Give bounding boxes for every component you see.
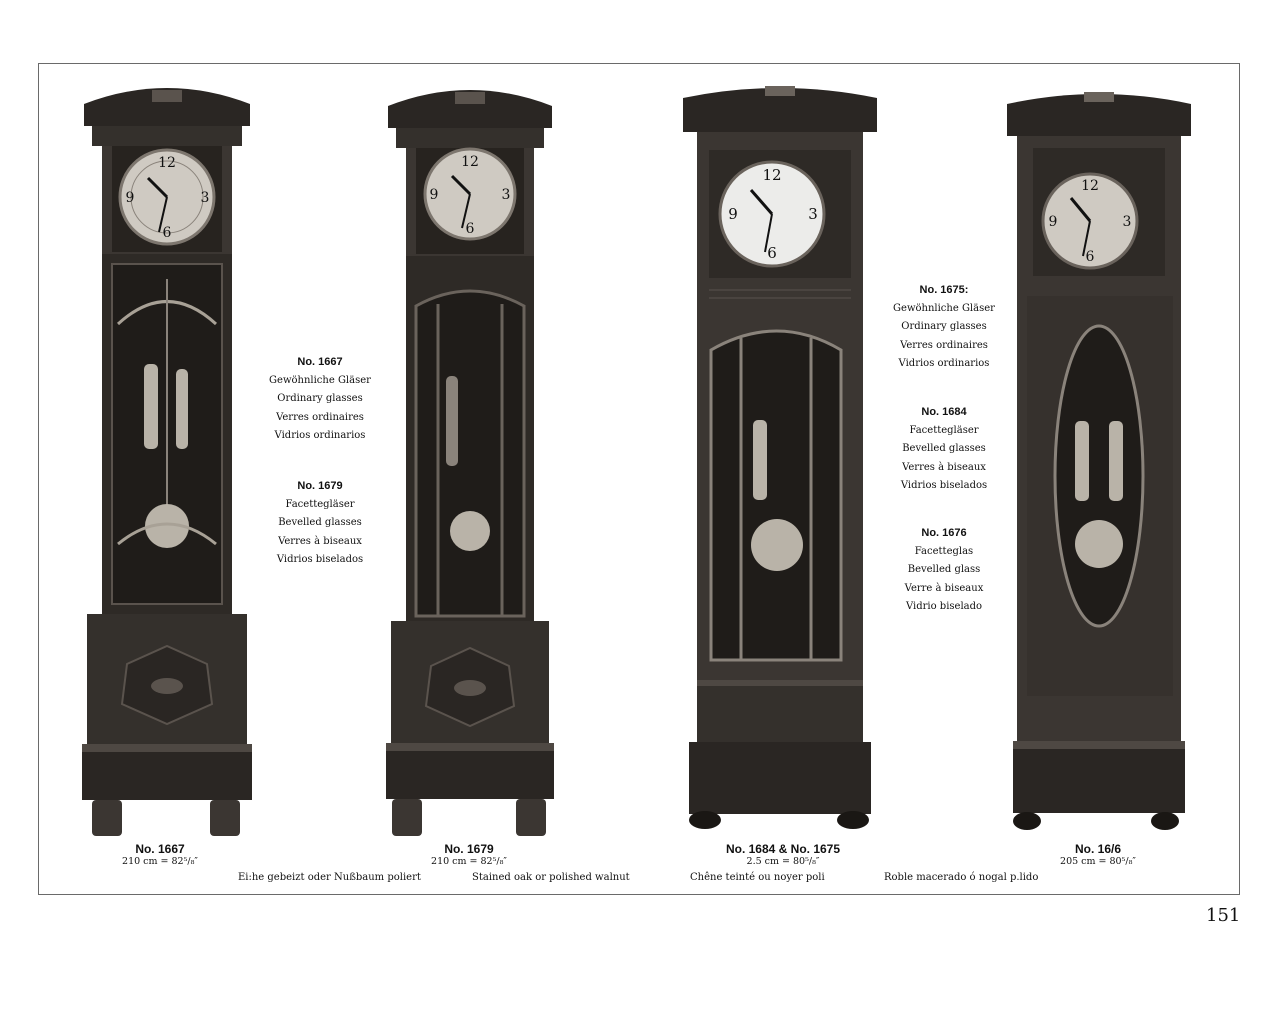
glass-type-fr: Verres ordinaires (900, 339, 988, 351)
glass-type-en: Bevelled glasses (278, 517, 362, 528)
finish-es: Roble macerado ó nogal p.lido (884, 872, 1039, 883)
caption-1667 (100, 842, 220, 868)
description-1675 (884, 281, 1004, 374)
svg-text:12: 12 (1081, 178, 1099, 194)
caption-size: 210 cm = 82⁵/₈″ (122, 856, 198, 867)
svg-text:12: 12 (461, 154, 479, 170)
caption-model-number: No. 1679 (444, 842, 494, 856)
svg-text:9: 9 (728, 205, 738, 223)
caption-1684-1675 (700, 842, 866, 868)
glass-type-fr: Verres à biseaux (902, 461, 986, 473)
svg-text:6: 6 (1085, 249, 1095, 265)
description-1679 (260, 477, 380, 570)
glass-type-fr: Verres à biseaux (278, 535, 362, 547)
svg-text:3: 3 (1122, 214, 1132, 230)
glass-type-en: Bevelled glass (907, 564, 981, 575)
svg-text:3: 3 (200, 190, 210, 206)
model-number: No. 1679 (297, 480, 343, 492)
model-number: No. 1667 (297, 356, 343, 368)
svg-text:3: 3 (808, 205, 818, 223)
glass-type-es: Vidrios ordinarios (274, 430, 366, 441)
glass-type-es: Vidrios biselados (900, 480, 988, 491)
grandfather-clock-1667-illustration (82, 74, 252, 838)
svg-text:3: 3 (501, 187, 511, 203)
glass-type-es: Vidrio biselado (905, 601, 983, 612)
model-number: No. 1684 (921, 406, 967, 418)
glass-type-en: Bevelled glasses (902, 443, 986, 454)
glass-type-es: Vidrios ordinarios (898, 358, 990, 369)
glass-type-fr: Verre à biseaux (904, 582, 984, 594)
svg-text:12: 12 (158, 155, 176, 171)
clock-image-1676 (1005, 86, 1193, 831)
description-1676 (884, 524, 1004, 617)
glass-type-de: Facetteglas (914, 545, 974, 557)
finish-en: Stained oak or polished walnut (472, 872, 630, 883)
caption-size: 205 cm = 80⁵/₈″ (1060, 856, 1136, 867)
glass-type-fr: Verres ordinaires (276, 411, 364, 423)
model-number: No. 1675: (919, 284, 969, 296)
caption-size: 210 cm = 82⁵/₈″ (431, 856, 507, 867)
description-1667 (260, 353, 380, 446)
glass-type-de: Gewöhnliche Gläser (269, 374, 371, 386)
glass-type-de: Gewöhnliche Gläser (893, 302, 995, 314)
svg-text:12: 12 (762, 166, 782, 184)
clock-image-1684-1675 (683, 80, 877, 830)
clock-image-1667 (82, 74, 252, 838)
grandfather-clock-1676-illustration (1005, 86, 1193, 831)
svg-text:9: 9 (429, 187, 439, 203)
page-number: 151 (1206, 905, 1241, 926)
model-number: No. 1676 (921, 527, 967, 539)
clock-image-1679 (386, 76, 554, 838)
caption-size: 2.5 cm = 80⁵/₈″ (746, 856, 820, 867)
glass-type-en: Ordinary glasses (277, 393, 363, 404)
finish-de: Ei:he gebeizt oder Nußbaum poliert (238, 872, 421, 883)
caption-model-number: No. 16/6 (1074, 842, 1122, 856)
glass-type-de: Facettegläser (285, 498, 355, 510)
glass-type-en: Ordinary glasses (901, 321, 987, 332)
svg-text:9: 9 (125, 190, 135, 206)
caption-1676 (1038, 842, 1158, 868)
grandfather-clock-1684-illustration (683, 80, 877, 830)
svg-text:9: 9 (1048, 214, 1058, 230)
caption-model-number: No. 1667 (135, 842, 185, 856)
finish-fr: Chêne teinté ou noyer poli (690, 872, 825, 883)
svg-text:6: 6 (465, 221, 475, 237)
caption-1679 (409, 842, 529, 868)
svg-text:6: 6 (767, 244, 777, 262)
grandfather-clock-1679-illustration (386, 76, 554, 838)
glass-type-es: Vidrios biselados (276, 554, 364, 565)
svg-text:6: 6 (162, 225, 172, 241)
description-1684 (884, 403, 1004, 496)
caption-model-number: No. 1684 & No. 1675 (725, 842, 841, 856)
glass-type-de: Facettegläser (909, 424, 979, 436)
